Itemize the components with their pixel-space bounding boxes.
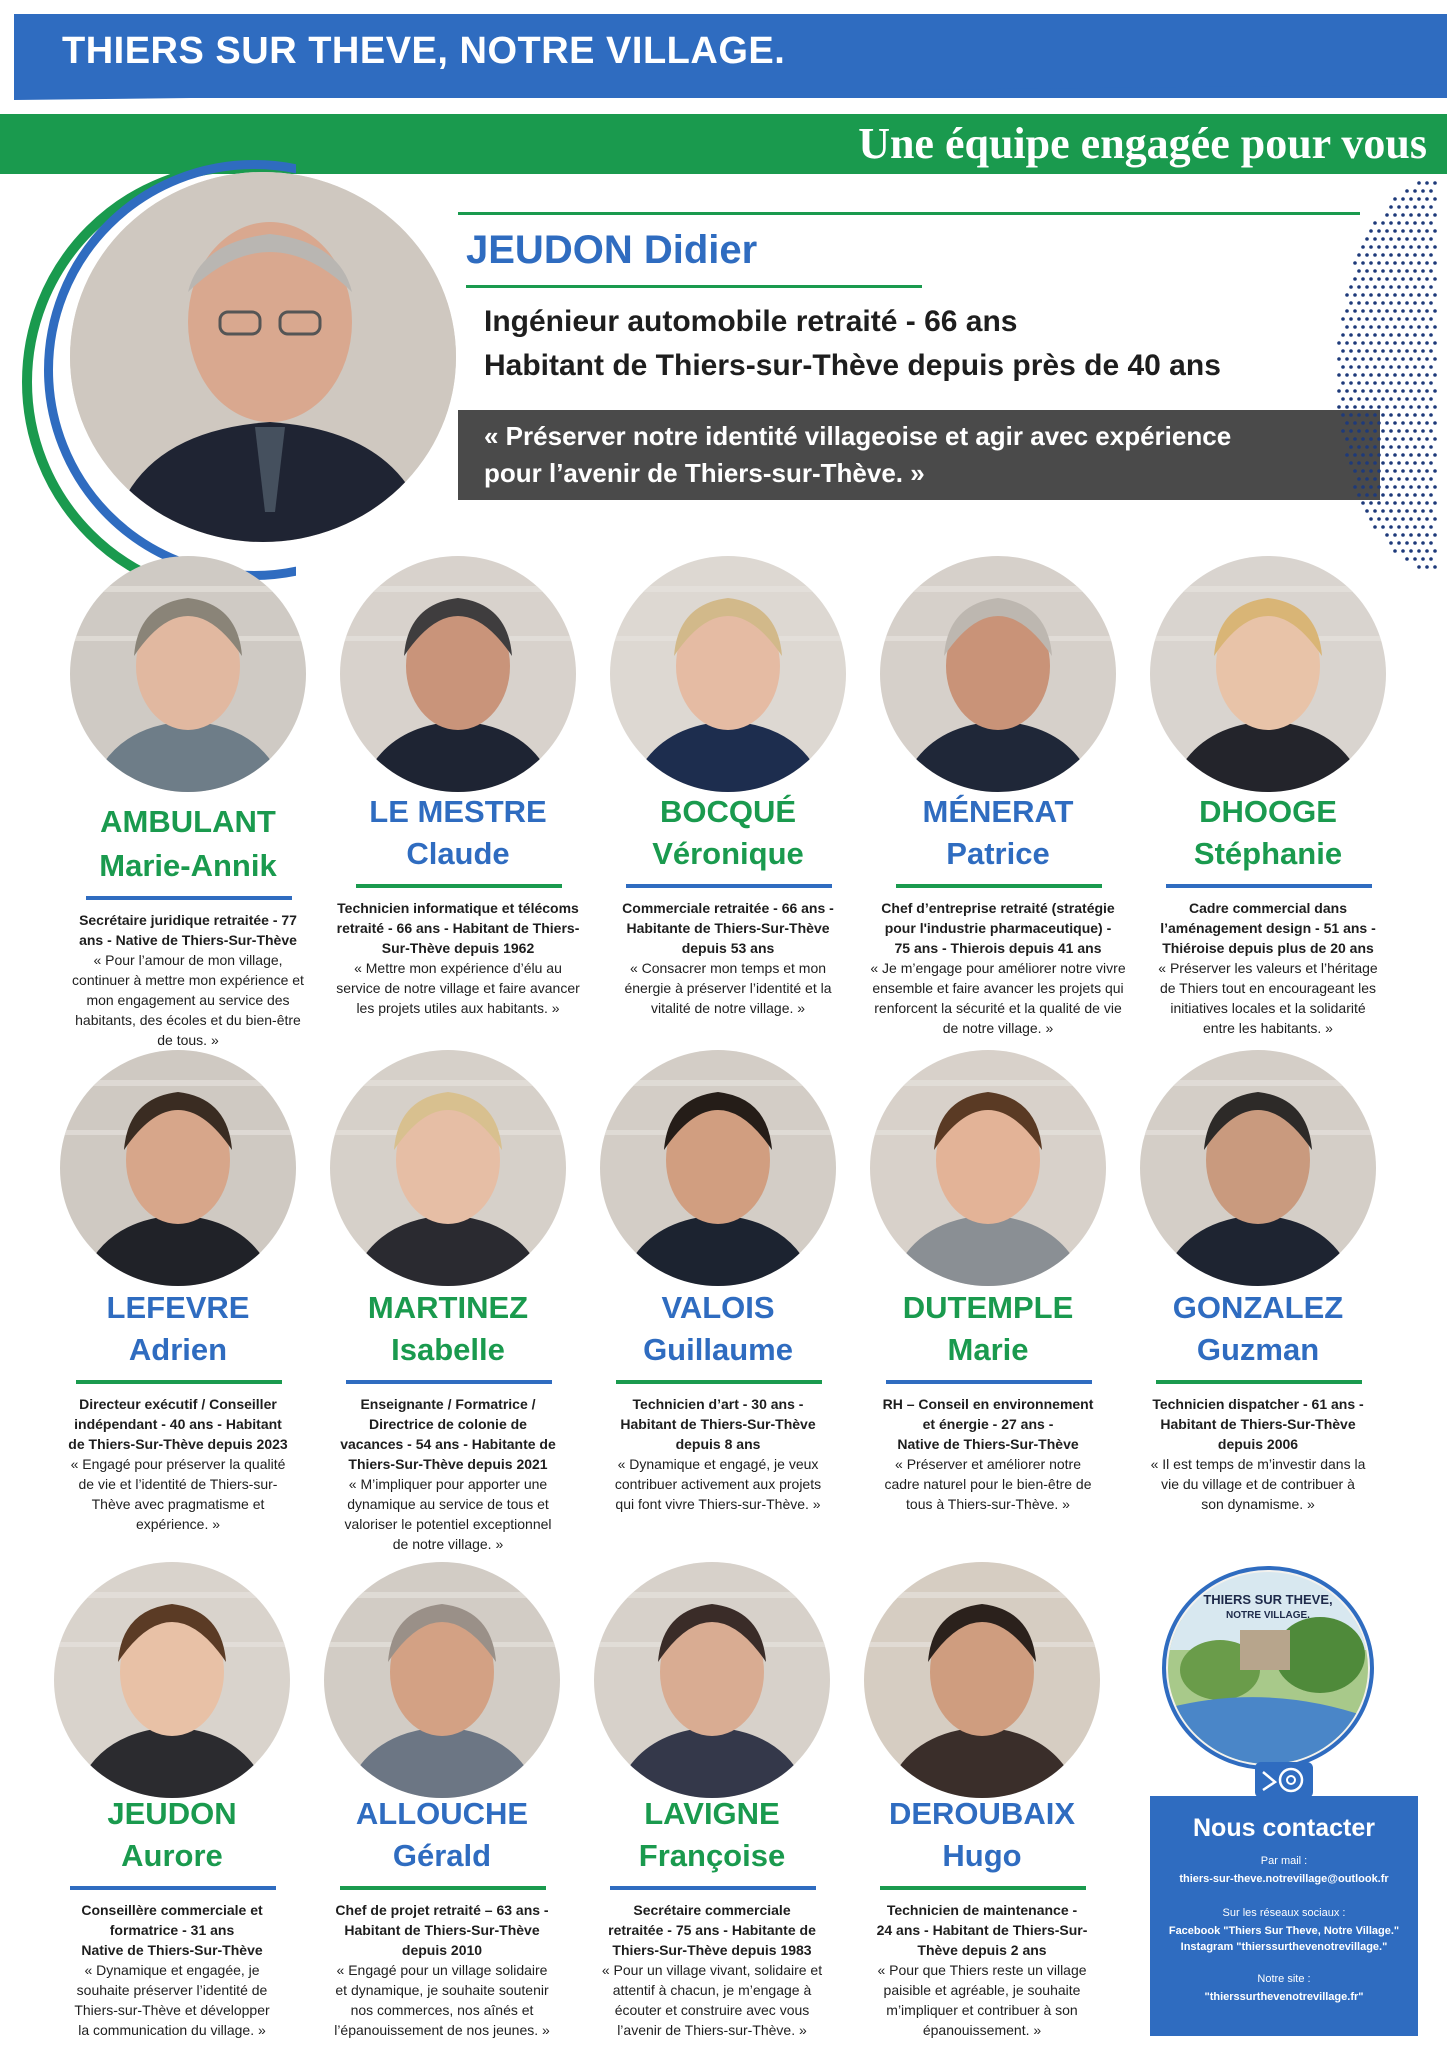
member-portrait: [1150, 556, 1386, 792]
member-bio-line: vacances - 54 ans - Habitante de: [340, 1436, 556, 1452]
member-underline: [76, 1380, 282, 1384]
member-bio-line: depuis 2006: [1217, 1436, 1299, 1452]
member-bio-line: Thiéroise depuis plus de 20 ans: [1162, 940, 1374, 956]
member-quote-line: « Mettre mon expérience d’élu au: [354, 960, 562, 976]
member-bio-line: et énergie - 27 ans -: [922, 1416, 1054, 1432]
dot-pattern-decoration: [1335, 175, 1447, 575]
member-bio-line: Habitant de Thiers-Sur-Thève: [1160, 1416, 1356, 1432]
member-underline: [886, 1380, 1092, 1384]
member-quote-line: les projets utiles aux habitants. »: [356, 1000, 560, 1016]
member-portrait: [70, 556, 306, 792]
member-portrait: [324, 1562, 560, 1798]
member-quote-line: « Pour un village vivant, solidaire et: [601, 1962, 823, 1978]
member-quote-line: « Je m’engage pour améliorer notre vivre: [870, 960, 1126, 976]
member-quote-line: nos commerces, nos aînés et: [350, 2002, 534, 2018]
member-quote-line: « M’impliquer pour apporter une: [348, 1476, 548, 1492]
member-portrait: [594, 1562, 830, 1798]
member-underline: [896, 884, 1102, 888]
member-quote-line: vie du village et de contribuer à: [1161, 1476, 1355, 1492]
member-quote-line: cadre naturel pour le bien-être de: [884, 1476, 1092, 1492]
lead-name: JEUDON Didier: [466, 228, 758, 272]
member-quote-line: de Thiers tout en encourageant les: [1159, 980, 1377, 996]
lead-line-1: Ingénieur automobile retraité - 66 ans: [484, 305, 1018, 338]
member-portrait: [880, 556, 1116, 792]
member-quote-line: ensemble et faire avancer les projets qui: [872, 980, 1124, 996]
member-bio-line: indépendant - 40 ans - Habitant: [74, 1416, 282, 1432]
member-quote-line: et dynamique, je souhaite soutenir: [335, 1982, 549, 1998]
member-last-name: ALLOUCHE: [355, 1796, 529, 1831]
member-card: [298, 1050, 568, 1550]
member-description: [292, 1900, 592, 2040]
member-bio-line: l’aménagement design - 51 ans -: [1160, 920, 1376, 936]
member-quote-line: « Pour l’amour de mon village,: [93, 952, 283, 968]
member-quote-line: habitants, des écoles et du bien-être: [75, 1012, 301, 1028]
member-quote-line: Thève avec pragmatisme et: [91, 1496, 265, 1512]
contact-instagram-link[interactable]: Instagram "thierssurthevenotrevillage.": [1180, 1941, 1388, 1953]
member-bio-line: depuis 53 ans: [681, 940, 775, 956]
contact-mail-label: Par mail :: [1260, 1855, 1308, 1867]
member-bio-line: Habitant de Thiers-Sur-Thève: [620, 1416, 816, 1432]
member-bio-line: Technicien dispatcher - 61 ans -: [1152, 1396, 1364, 1412]
member-first-name: Véronique: [652, 836, 804, 871]
member-first-name: Gérald: [392, 1838, 492, 1873]
header-banner-slant: [14, 80, 1447, 110]
member-quote-line: « Préserver les valeurs et l’héritage: [1158, 960, 1378, 976]
member-underline: [356, 884, 562, 888]
member-card: [292, 1562, 562, 2062]
member-quote-line: « Dynamique et engagé, je veux: [617, 1456, 819, 1472]
member-first-name: Stéphanie: [1193, 836, 1343, 871]
page-title: THIERS SUR THEVE, NOTRE VILLAGE.: [62, 30, 786, 72]
member-last-name: JEUDON: [107, 1796, 237, 1831]
member-description: [308, 898, 608, 1018]
member-last-name: DHOOGE: [1199, 794, 1337, 829]
member-bio-line: retraité - 66 ans - Habitant de Thiers-: [336, 920, 580, 936]
member-first-name: Guzman: [1196, 1332, 1320, 1367]
member-quote-line: paisible et agréable, je souhaite: [883, 1982, 1081, 1998]
member-bio-line: Technicien informatique et télécoms: [337, 900, 579, 916]
member-card: [562, 1562, 832, 2062]
member-first-name: Françoise: [638, 1838, 786, 1873]
lead-line-2: Habitant de Thiers-sur-Thève depuis près de 40 ans: [484, 349, 1221, 382]
member-portrait: [54, 1562, 290, 1798]
member-bio-line: formatrice - 31 ans: [109, 1922, 235, 1938]
member-portrait: [60, 1050, 296, 1286]
lead-divider-top: [458, 212, 1360, 215]
member-quote-line: « Pour que Thiers reste un village: [877, 1962, 1087, 1978]
member-quote-line: souhaite préserver l’identité de: [76, 1982, 268, 1998]
member-quote-line: l’épanouissement de nos jeunes. »: [334, 2022, 550, 2038]
lead-quote-line-2: pour l’avenir de Thiers-sur-Thève. »: [484, 458, 925, 488]
member-quote-line: contribuer activement aux projets: [614, 1476, 822, 1492]
member-quote-line: m’impliquer et contribuer à son: [886, 2002, 1078, 2018]
member-quote-line: épanouissement. »: [922, 2022, 1042, 2038]
member-portrait: [870, 1050, 1106, 1286]
member-card: [838, 1050, 1108, 1550]
member-quote-line: « Dynamique et engagée, je: [84, 1962, 260, 1978]
member-bio-line: Conseillère commerciale et: [81, 1902, 263, 1918]
member-bio-line: de Thiers-Sur-Thève depuis 2023: [68, 1436, 288, 1452]
member-description: [1118, 898, 1418, 1038]
member-first-name: Claude: [406, 836, 510, 871]
member-bio-line: Native de Thiers-Sur-Thève: [897, 1436, 1079, 1452]
member-portrait: [1140, 1050, 1376, 1286]
member-quote-line: l’avenir de Thiers-sur-Thève. »: [617, 2022, 807, 2038]
member-bio-line: depuis 8 ans: [675, 1436, 761, 1452]
member-bio-line: retraitée - 75 ans - Habitante de: [608, 1922, 816, 1938]
member-quote-line: mon engagement au service des: [86, 992, 290, 1008]
member-bio-line: Secrétaire commerciale: [633, 1902, 791, 1918]
member-last-name: MARTINEZ: [367, 1290, 529, 1325]
member-quote-line: vitalité de notre village. »: [650, 1000, 806, 1016]
member-last-name: DUTEMPLE: [902, 1290, 1074, 1325]
member-first-name: Aurore: [121, 1838, 223, 1873]
member-quote-line: de notre village. »: [392, 1536, 504, 1552]
member-portrait: [330, 1050, 566, 1286]
member-underline: [880, 1886, 1086, 1890]
contact-mail-link[interactable]: thiers-sur-theve.notrevillage@outlook.fr: [1179, 1873, 1389, 1885]
member-last-name: AMBULANT: [100, 804, 276, 839]
member-first-name: Marie: [947, 1332, 1029, 1367]
member-bio-line: pour l'industrie pharmaceutique) -: [884, 920, 1112, 936]
member-bio-line: Enseignante / Formatrice /: [360, 1396, 536, 1412]
member-bio-line: Thiers-Sur-Thève depuis 1983: [612, 1942, 812, 1958]
member-bio-line: Habitant de Thiers-Sur-Thève: [344, 1922, 540, 1938]
member-description: [848, 898, 1148, 1038]
member-last-name: GONZALEZ: [1172, 1290, 1344, 1325]
member-bio-line: depuis 2010: [401, 1942, 483, 1958]
member-card: [28, 1050, 298, 1550]
member-bio-line: Commerciale retraitée - 66 ans -: [622, 900, 834, 916]
member-underline: [340, 1886, 546, 1890]
member-description: [832, 1900, 1132, 2040]
member-portrait: [340, 556, 576, 792]
member-bio-line: RH – Conseil en environnement: [882, 1396, 1094, 1412]
member-first-name: Patrice: [946, 836, 1050, 871]
member-quote-line: service de notre village et faire avancer: [336, 980, 580, 996]
member-quote-line: de tous. »: [157, 1032, 219, 1048]
member-quote-line: initiatives locales et la solidarité: [1170, 1000, 1366, 1016]
member-quote-line: continuer à mettre mon expérience et: [72, 972, 304, 988]
member-description: [28, 1394, 328, 1534]
lead-quote: [484, 418, 1364, 492]
logo-text-1: THIERS SUR THEVE,: [1203, 1592, 1333, 1607]
contact-social-label: Sur les réseaux sociaux :: [1222, 1907, 1346, 1919]
member-description: [562, 1900, 862, 2040]
member-card: [1118, 556, 1388, 1056]
lead-divider-bottom: [466, 285, 922, 288]
member-last-name: DEROUBAIX: [888, 1796, 1075, 1831]
lead-portrait: [70, 172, 456, 542]
member-bio-line: Sur-Thève depuis 1962: [381, 940, 535, 956]
mail-icon: [1253, 1760, 1315, 1800]
member-first-name: Isabelle: [391, 1332, 505, 1367]
member-quote-line: son dynamisme. »: [1201, 1496, 1315, 1512]
member-first-name: Guillaume: [643, 1332, 793, 1367]
member-description: [38, 910, 338, 1050]
member-bio-line: Thiers-Sur-Thève depuis 2021: [348, 1456, 548, 1472]
member-portrait: [600, 1050, 836, 1286]
lead-description: [484, 300, 1221, 388]
member-quote-line: dynamique au service de tous et: [347, 1496, 549, 1512]
member-quote-line: de vie et l’identité de Thiers-sur-: [78, 1476, 278, 1492]
page-subtitle: Une équipe engagée pour vous: [858, 119, 1427, 168]
member-underline: [610, 1886, 816, 1890]
member-quote-line: « Engagé pour un village solidaire: [336, 1962, 548, 1978]
logo-text-2: NOTRE VILLAGE.: [1226, 1610, 1310, 1621]
member-quote-line: « Engagé pour préserver la qualité: [70, 1456, 286, 1472]
member-bio-line: Cadre commercial dans: [1189, 900, 1347, 916]
member-quote-line: valoriser le potentiel exceptionnel: [344, 1516, 552, 1532]
member-description: [578, 898, 878, 1018]
member-card: [568, 1050, 838, 1550]
member-last-name: LAVIGNE: [644, 1796, 780, 1831]
member-underline: [1166, 884, 1372, 888]
member-bio-line: ans - Native de Thiers-Sur-Thève: [79, 932, 297, 948]
member-underline: [626, 884, 832, 888]
member-quote-line: entre les habitants. »: [1203, 1020, 1333, 1036]
member-first-name: Adrien: [128, 1332, 228, 1367]
member-quote-line: « Il est temps de m’investir dans la: [1150, 1456, 1366, 1472]
member-description: [568, 1394, 868, 1514]
member-card: [832, 1562, 1102, 2062]
member-card: [308, 556, 578, 1056]
member-description: [838, 1394, 1138, 1514]
member-description: [298, 1394, 598, 1554]
member-quote-line: qui font vivre Thiers-sur-Thève. »: [615, 1496, 821, 1512]
member-last-name: LEFEVRE: [106, 1290, 250, 1325]
member-quote-line: Thiers-sur-Thève et développer: [74, 2002, 270, 2018]
member-bio-line: Secrétaire juridique retraitée - 77: [79, 912, 297, 928]
member-quote-line: expérience. »: [135, 1516, 221, 1532]
member-description: [1108, 1394, 1408, 1514]
member-description: [22, 1900, 322, 2040]
member-bio-line: 75 ans - Thierois depuis 41 ans: [894, 940, 1102, 956]
member-card: [1108, 1050, 1378, 1550]
member-card: [848, 556, 1126, 1056]
member-first-name: Hugo: [942, 1838, 1022, 1873]
member-bio-line: Chef de projet retraité – 63 ans -: [335, 1902, 549, 1918]
member-first-name: Marie-Annik: [99, 848, 277, 883]
member-last-name: LE MESTRE: [369, 794, 547, 829]
member-bio-line: Directrice de colonie de: [369, 1416, 527, 1432]
member-card: [578, 556, 848, 1056]
contact-site-label: Notre site :: [1257, 1973, 1311, 1985]
member-bio-line: Technicien de maintenance -: [886, 1902, 1078, 1918]
member-underline: [616, 1380, 822, 1384]
member-last-name: BOCQUÉ: [659, 794, 797, 829]
contact-site-link[interactable]: "thierssurthevenotrevillage.fr": [1204, 1991, 1364, 2003]
member-quote-line: renforcent la sécurité et la qualité de vie: [874, 1000, 1122, 1016]
contact-panel: [1150, 1796, 1418, 2036]
member-last-name: MÉNERAT: [922, 794, 1074, 829]
member-quote-line: la communication du village. »: [78, 2022, 266, 2038]
member-bio-line: Habitante de Thiers-Sur-Thève: [626, 920, 830, 936]
member-card: [38, 556, 308, 1056]
member-underline: [70, 1886, 276, 1890]
lead-quote-line-1: « Préserver notre identité villageoise et agir avec expérience: [484, 421, 1232, 451]
member-underline: [346, 1380, 552, 1384]
member-bio-line: Directeur exécutif / Conseiller: [79, 1396, 277, 1412]
contact-facebook-link[interactable]: Facebook "Thiers Sur Theve, Notre Village.": [1168, 1925, 1400, 1937]
member-underline: [1156, 1380, 1362, 1384]
member-quote-line: « Consacrer mon temps et mon: [629, 960, 827, 976]
member-quote-line: tous à Thiers-sur-Thève. »: [906, 1496, 1070, 1512]
member-quote-line: énergie à préserver l’identité et la: [624, 980, 832, 996]
village-logo: [1160, 1560, 1376, 1770]
member-quote-line: de notre village. »: [942, 1020, 1054, 1036]
contact-title: Nous contacter: [1193, 1814, 1375, 1842]
member-portrait: [864, 1562, 1100, 1798]
member-bio-line: Native de Thiers-Sur-Thève: [81, 1942, 263, 1958]
member-underline: [86, 896, 292, 900]
member-quote-line: attentif à chacun, je m’engage à: [612, 1982, 812, 1998]
member-bio-line: Technicien d’art - 30 ans -: [632, 1396, 804, 1412]
member-card: [22, 1562, 292, 2062]
member-bio-line: 24 ans - Habitant de Thiers-Sur-: [876, 1922, 1088, 1938]
member-portrait: [610, 556, 846, 792]
member-quote-line: écouter et construire avec vous: [614, 2002, 810, 2018]
member-bio-line: Chef d’entreprise retraité (stratégie: [881, 900, 1115, 916]
member-quote-line: « Préserver et améliorer notre: [895, 1456, 1081, 1472]
member-bio-line: Thève depuis 2 ans: [917, 1942, 1047, 1958]
member-last-name: VALOIS: [661, 1290, 775, 1325]
